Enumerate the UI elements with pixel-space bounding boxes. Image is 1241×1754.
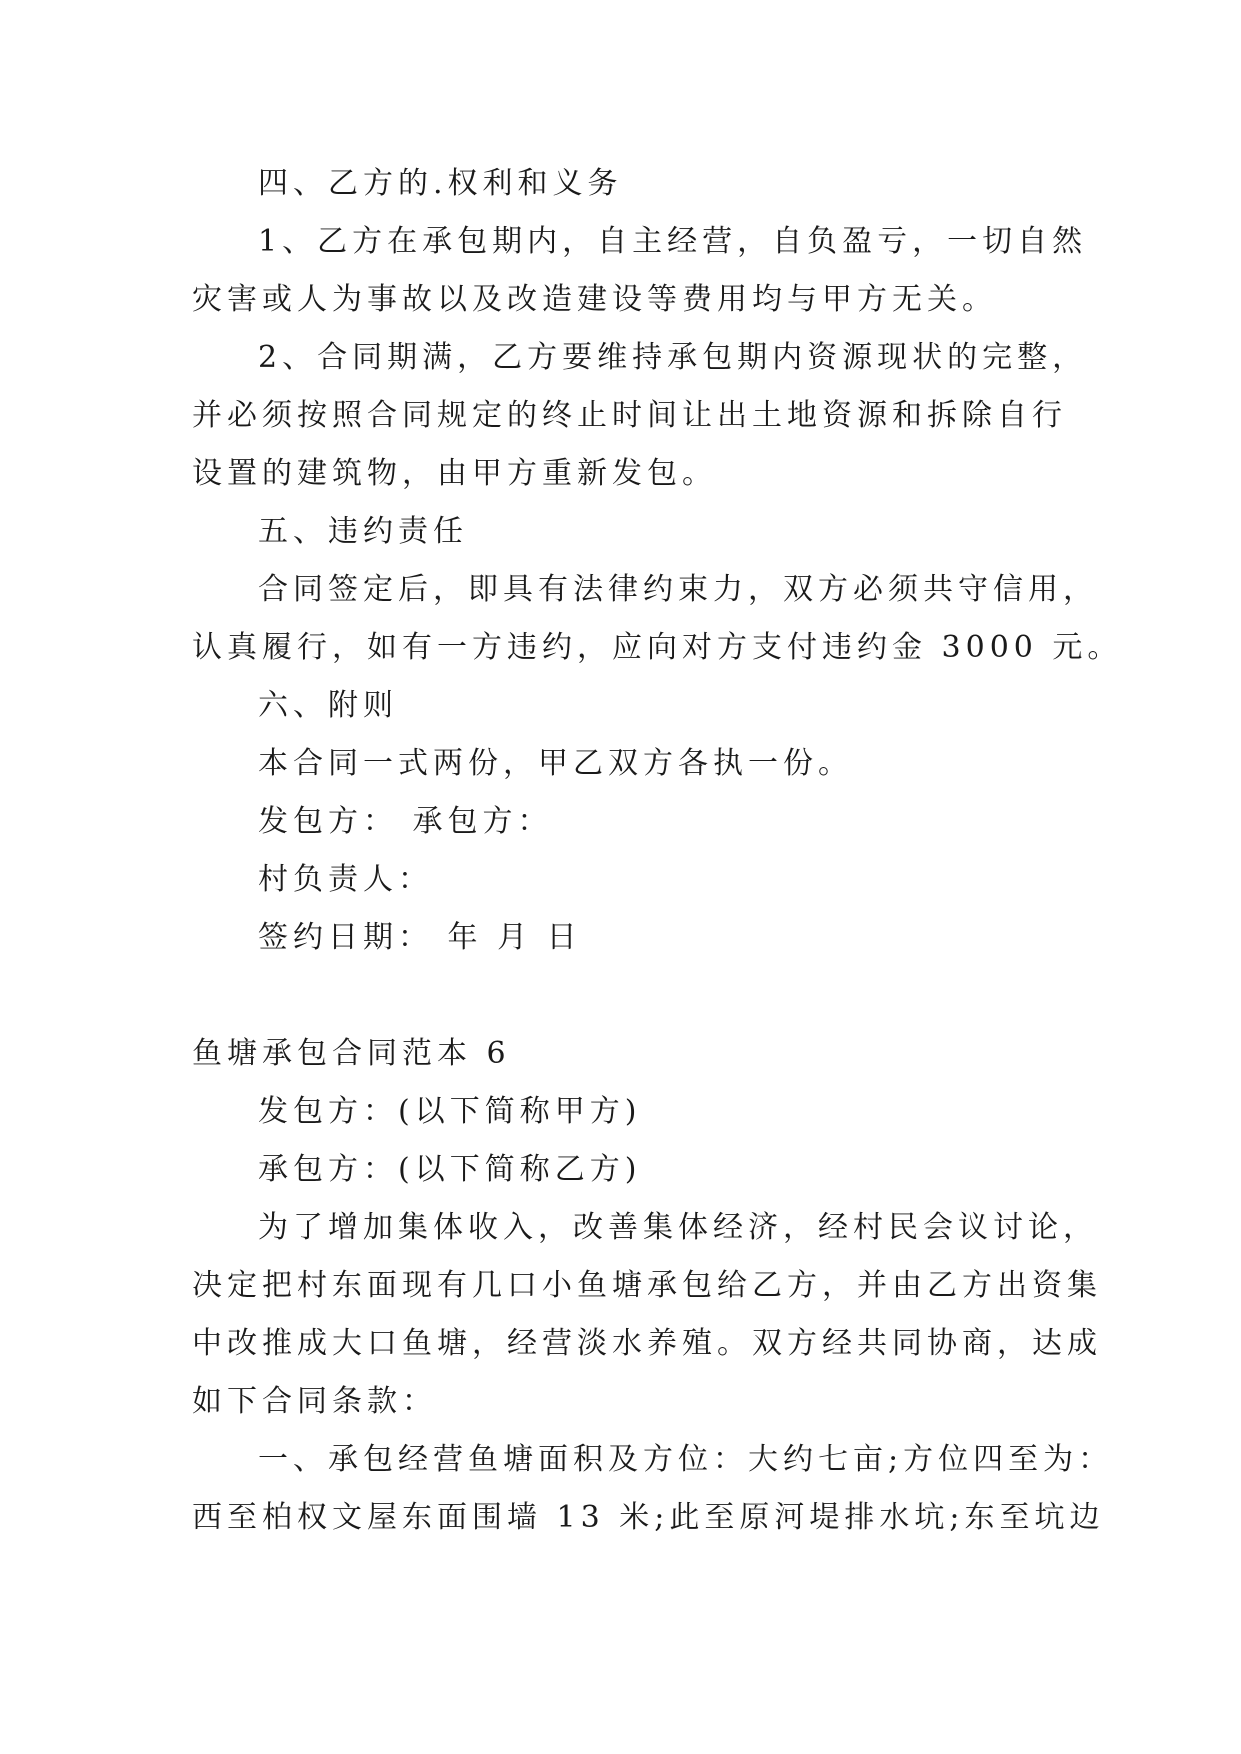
section4-item1-line2: 灾害或人为事故以及改造建设等费用均与甲方无关。 (192, 282, 997, 317)
section4-item2-line3: 设置的建筑物，由甲方重新发包。 (192, 456, 717, 491)
section5-line1: 合同签定后，即具有法律约束力，双方必须共守信用， (258, 572, 1098, 607)
contract6-intro-line2: 决定把村东面现有几口小鱼塘承包给乙方，并由乙方出资集 (192, 1268, 1102, 1303)
section6-village-head: 村负责人： (258, 862, 433, 897)
contract6-party-a: 发包方：(以下简称甲方) (258, 1094, 642, 1129)
section4-item1-line1: 1、乙方在承包期内，自主经营，自负盈亏，一切自然 (258, 224, 1088, 259)
contract6-intro-line3: 中改推成大口鱼塘，经营淡水养殖。双方经共同协商，达成 (192, 1326, 1102, 1361)
section5-line2: 认真履行，如有一方违约，应向对方支付违约金 3000 元。 (192, 630, 1123, 665)
contract6-clause1-line2: 西至柏权文屋东面围墙 13 米;此至原河堤排水坑;东至坑边 (192, 1500, 1105, 1535)
section6-heading: 六、附则 (258, 688, 398, 723)
section6-parties: 发包方： 承包方： (258, 804, 553, 839)
contract6-title: 鱼塘承包合同范本 6 (192, 1036, 511, 1071)
contract6-intro-line1: 为了增加集体收入，改善集体经济，经村民会议讨论， (258, 1210, 1098, 1245)
contract6-party-b: 承包方：(以下简称乙方) (258, 1152, 642, 1187)
contract6-intro-line4: 如下合同条款： (192, 1384, 437, 1419)
section4-item2-line1: 2、合同期满，乙方要维持承包期内资源现状的完整， (258, 340, 1088, 375)
contract6-clause1-line1: 一、承包经营鱼塘面积及方位：大约七亩;方位四至为： (258, 1442, 1114, 1477)
section5-heading: 五、违约责任 (258, 514, 468, 549)
section4-heading: 四、乙方的.权利和义务 (258, 166, 623, 201)
section6-sign-date: 签约日期： 年 月 日 (258, 920, 582, 955)
section6-copies: 本合同一式两份，甲乙双方各执一份。 (258, 746, 853, 781)
section4-item2-line2: 并必须按照合同规定的终止时间让出土地资源和拆除自行 (192, 398, 1067, 433)
